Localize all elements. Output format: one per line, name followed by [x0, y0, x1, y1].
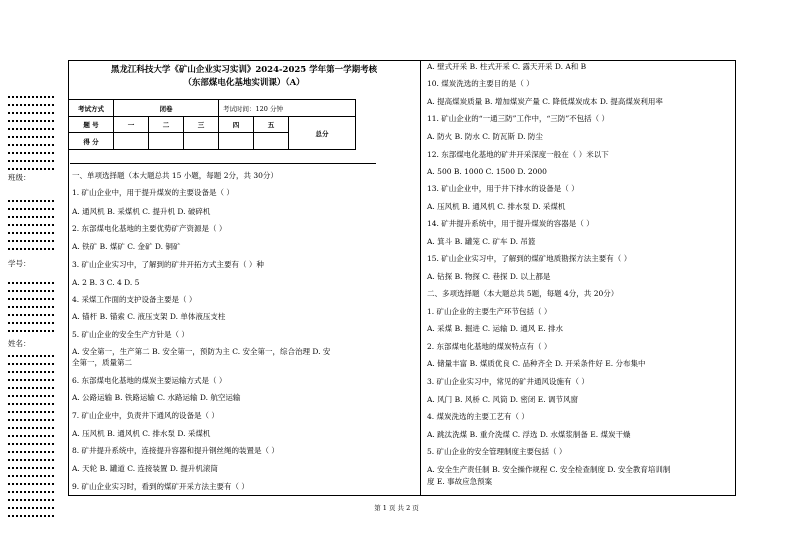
name-label: 姓名：	[8, 339, 31, 348]
binding-dotted-rule	[8, 128, 54, 132]
right-col-line: 2. 东部煤电化基地的煤炭特点有（ ）	[427, 342, 552, 351]
score-cell-5[interactable]	[254, 133, 289, 150]
score-cell-2[interactable]	[149, 133, 184, 150]
col-3: 三	[184, 117, 219, 133]
binding-dotted-rule	[8, 363, 54, 367]
binding-dotted-rule	[8, 515, 54, 519]
right-col-line: A. 提高煤炭质量 B. 增加煤炭产量 C. 降低煤炭成本 D. 提高煤炭利用率	[427, 97, 663, 106]
left-col-line: A. 2 B. 3 C. 4 D. 5	[72, 278, 140, 287]
exam-method-label: 考试方式	[69, 100, 114, 117]
right-col-line: A. 储量丰富 B. 煤质优良 C. 品种齐全 D. 开采条件好 E. 分布集中	[427, 359, 646, 368]
binding-dotted-rule	[8, 330, 54, 334]
left-col-line: A. 压风机 B. 通风机 C. 排水泵 D. 采煤机	[72, 429, 211, 438]
right-col-line: A. 跳汰洗煤 B. 重介洗煤 C. 浮选 D. 水煤浆制备 E. 煤炭干燥	[427, 430, 631, 439]
left-col-line: 全第一，质量第二	[72, 358, 132, 367]
right-col-line: 度 E. 事故应急预案	[427, 477, 493, 486]
right-col-line: A. 500 B. 1000 C. 1500 D. 2000	[427, 167, 547, 176]
binding-dotted-rule	[8, 419, 54, 423]
binding-dotted-rule	[8, 322, 54, 326]
binding-dotted-rule	[8, 104, 54, 108]
right-col-line: 10. 煤炭洗选的主要目的是（ ）	[427, 79, 534, 88]
left-col-line: 8. 矿井提升系统中，连接提升容器和提升钢丝绳的装置是（ ）	[72, 446, 279, 455]
binding-dotted-rule	[8, 306, 54, 310]
binding-dotted-rule	[8, 314, 54, 318]
left-col-line: 1. 矿山企业中，用于提升煤炭的主要设备是（ ）	[72, 188, 234, 197]
binding-dotted-rule	[8, 216, 54, 220]
right-col-line: A. 箕斗 B. 罐笼 C. 矿车 D. 吊篮	[427, 237, 536, 246]
left-col-line: 5. 矿山企业的安全生产方针是（ ）	[72, 330, 189, 339]
left-col-line: A. 铁矿 B. 煤矿 C. 金矿 D. 铜矿	[72, 242, 181, 251]
right-col-line: 13. 矿山企业中，用于井下排水的设备是（ ）	[427, 184, 579, 193]
col-1: 一	[114, 117, 149, 133]
binding-dotted-rule	[8, 435, 54, 439]
binding-dotted-rule	[8, 355, 54, 359]
binding-dotted-rule	[8, 160, 54, 164]
exam-time: 考试时间：120 分钟	[219, 100, 356, 117]
binding-dotted-rule	[8, 491, 54, 495]
student-id-label: 学号：	[8, 259, 31, 268]
binding-dotted-rule	[8, 475, 54, 479]
col-5: 五	[254, 117, 289, 133]
binding-dotted-rule	[8, 96, 54, 100]
left-col-line: 9. 矿山企业实习时，看到的煤矿开采方法主要有（ ）	[72, 482, 249, 491]
binding-dotted-rule	[8, 387, 54, 391]
binding-dotted-rule	[8, 379, 54, 383]
total-label: 总分	[289, 117, 356, 150]
class-label: 班级：	[8, 173, 31, 182]
binding-dotted-rule	[8, 152, 54, 156]
exam-method-value: 闭卷	[114, 100, 219, 117]
binding-dotted-rule	[8, 112, 54, 116]
right-col-line: 5. 矿山企业的安全管理制度主要包括（ ）	[427, 447, 567, 456]
binding-dotted-rule	[8, 411, 54, 415]
binding-dotted-rule	[8, 427, 54, 431]
left-col-line: 6. 东部煤电化基地的煤炭主要运输方式是（ ）	[72, 376, 227, 385]
binding-dotted-rule	[8, 136, 54, 140]
left-col-line: A. 锚杆 B. 锚索 C. 液压支架 D. 单体液压支柱	[72, 312, 226, 321]
binding-dotted-rule	[8, 451, 54, 455]
right-col-line: 3. 矿山企业实习中，常见的矿井通风设施有（ ）	[427, 377, 589, 386]
right-col-line: A. 压风机 B. 通风机 C. 排水泵 D. 采煤机	[427, 202, 566, 211]
binding-dotted-rule	[8, 403, 54, 407]
left-col-line: A. 公路运输 B. 铁路运输 C. 水路运输 D. 航空运输	[72, 393, 241, 402]
right-col-line: A. 防火 B. 防水 C. 防瓦斯 D. 防尘	[427, 132, 543, 141]
right-col-line: 1. 矿山企业的主要生产环节包括（ ）	[427, 307, 552, 316]
right-col-line: 14. 矿井提升系统中，用于提升煤炭的容器是（ ）	[427, 219, 594, 228]
score-table	[68, 99, 356, 150]
right-col-line: A. 壁式开采 B. 柱式开采 C. 露天开采 D. A和 B	[427, 62, 587, 71]
binding-dotted-rule	[8, 200, 54, 204]
left-col-line: 2. 东部煤电化基地的主要优势矿产资源是（ ）	[72, 224, 227, 233]
binding-dotted-rule	[8, 443, 54, 447]
left-col-line: A. 通风机 B. 采煤机 C. 提升机 D. 破碎机	[72, 207, 211, 216]
binding-dotted-rule	[8, 144, 54, 148]
left-col-line: 一、单项选择题（本大题总共 15 小题，每题 2分，共 30分）	[72, 171, 278, 180]
score-cell-3[interactable]	[184, 133, 219, 150]
column-divider	[420, 60, 421, 496]
binding-dotted-rule	[8, 459, 54, 463]
binding-dotted-rule	[8, 120, 54, 124]
binding-dotted-rule	[8, 282, 54, 286]
binding-dotted-rule	[8, 290, 54, 294]
left-col-line: 3. 矿山企业实习中，了解到的矿井开拓方式主要有（ ）种	[72, 260, 264, 269]
binding-dotted-rule	[8, 371, 54, 375]
binding-dotted-rule	[8, 483, 54, 487]
question-no-label: 题 号	[69, 117, 114, 133]
binding-dotted-rule	[8, 224, 54, 228]
right-col-line: A. 钻探 B. 物探 C. 巷探 D. 以上都是	[427, 272, 551, 281]
score-label: 得 分	[69, 133, 114, 150]
binding-dotted-rule	[8, 240, 54, 244]
left-col-line: 7. 矿山企业中，负责井下通风的设备是（ ）	[72, 411, 219, 420]
binding-dotted-rule	[8, 467, 54, 471]
right-col-line: A. 风门 B. 风桥 C. 风筒 D. 密闭 E. 调节风窗	[427, 395, 578, 404]
right-col-line: 11. 矿山企业的“一通三防”工作中，“三防”不包括（ ）	[427, 114, 610, 123]
section-rule	[70, 163, 376, 164]
exam-title-line1: 黑龙江科技大学《矿山企业实习实训》2024-2025 学年第一学期考核	[110, 65, 378, 75]
col-2: 二	[149, 117, 184, 133]
right-col-line: 4. 煤炭洗选的主要工艺有（ ）	[427, 412, 529, 421]
binding-dotted-rule	[8, 248, 54, 252]
right-col-line: 12. 东部煤电化基地的矿井开采深度一般在（ ）米以下	[427, 150, 609, 159]
binding-dotted-rule	[8, 232, 54, 236]
binding-dotted-rule	[8, 208, 54, 212]
left-col-line: A. 安全第一，生产第二 B. 安全第一，预防为主 C. 安全第一，综合治理 D. 安	[72, 347, 331, 356]
right-col-line: A. 安全生产责任制 B. 安全操作规程 C. 安全检查制度 D. 安全教育培训制	[427, 465, 671, 474]
left-col-line: 4. 采煤工作面的支护设备主要是（ ）	[72, 295, 197, 304]
right-col-line: A. 采煤 B. 掘进 C. 运输 D. 通风 E. 排水	[427, 324, 563, 333]
page-footer: 第 1 页 共 2 页	[374, 504, 419, 512]
right-col-line: 二、多项选择题（本大题总共 5题，每题 4分，共 20分）	[427, 289, 619, 298]
right-col-line: 15. 矿山企业实习中，了解到的煤矿地质勘探方法主要有（ ）	[427, 254, 632, 263]
score-cell-4[interactable]	[219, 133, 254, 150]
binding-dotted-rule	[8, 298, 54, 302]
left-col-line: A. 天轮 B. 罐道 C. 连接装置 D. 提升机滚筒	[72, 464, 218, 473]
score-cell-1[interactable]	[114, 133, 149, 150]
col-4: 四	[219, 117, 254, 133]
binding-dotted-rule	[8, 395, 54, 399]
exam-title-line2: （东部煤电化基地实训课）（A）	[183, 78, 305, 88]
